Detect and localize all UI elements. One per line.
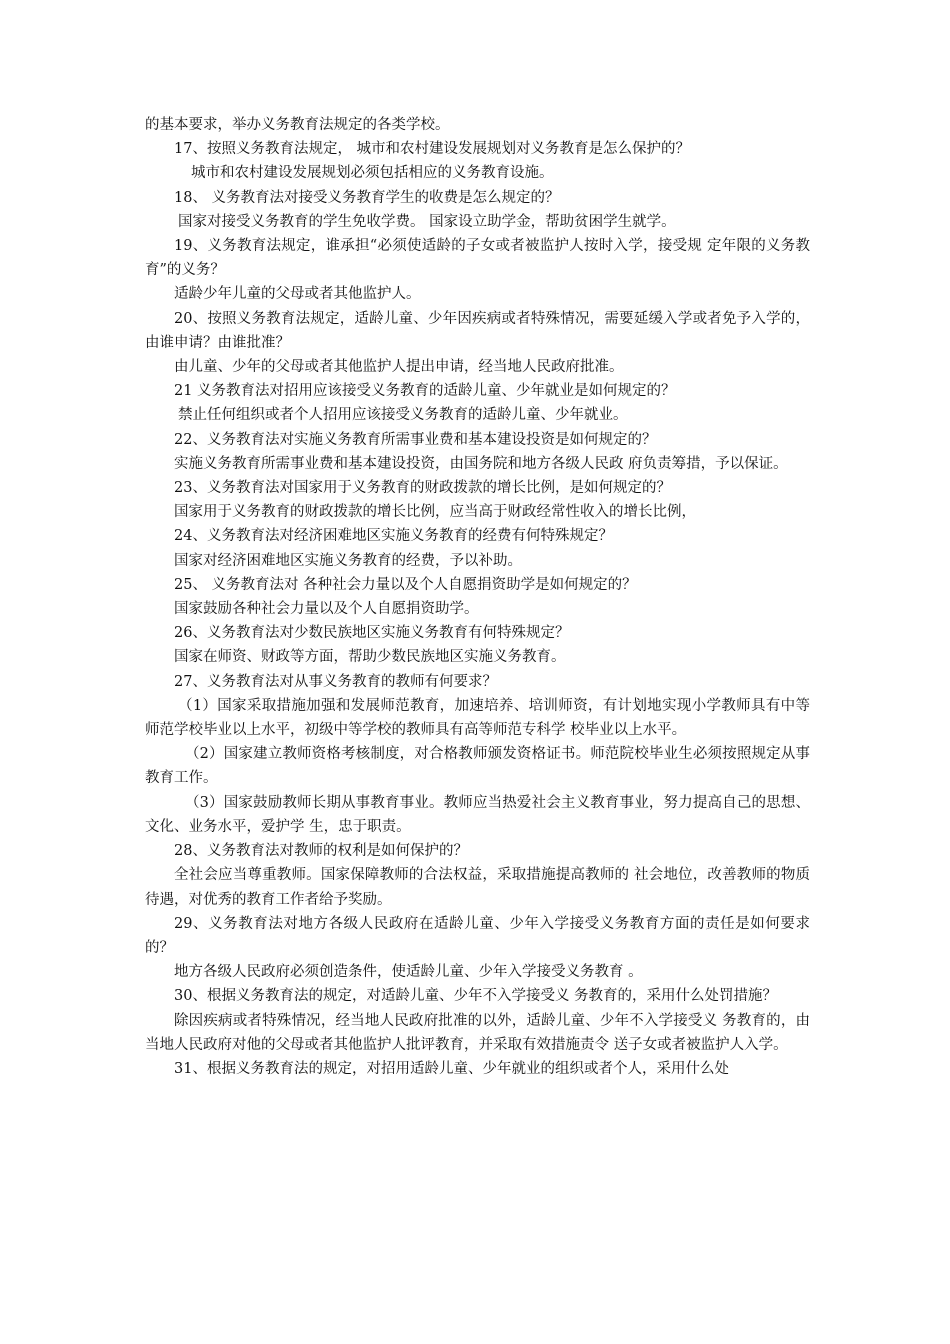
answer-27-item-2: （2）国家建立教师资格考核制度，对合格教师颁发资格证书。师范院校毕业生必须按照规定从事教育工作。 (145, 746, 810, 787)
question-26: 26、义务教育法对少数民族地区实施义务教育有何特殊规定？ (174, 625, 570, 642)
answer-22: 实施义务教育所需事业费和基本建设投资，由国务院和地方各级人民政 府负责筹措，予以保证。 (174, 455, 788, 472)
question-19: 19、义务教育法规定，谁承担“必须使适龄的子女或者被监护人按时入学，接受规 定年限的义务教育”的义务？ (145, 238, 810, 279)
question-29: 29、义务教育法对地方各级人民政府在适龄儿童、少年入学接受义务教育方面的责任是如何要求的？ (145, 915, 810, 956)
question-30: 30、根据义务教育法的规定，对适龄儿童、少年不入学接受义 务教育的，采用什么处罚措施？ (174, 988, 778, 1005)
answer-30: 除因疾病或者特殊情况，经当地人民政府批准的以外，适龄儿童、少年不入学接受义 务教育的，由当地人民政府对他的父母或者其他监护人批评教育，并采取有效措施责令 送子女或者被监护人入学。 (145, 1012, 810, 1053)
answer-18: 国家对接受义务教育的学生免收学费。 国家设立助学金，帮助贫困学生就学。 (178, 213, 676, 230)
question-21: 21 义务教育法对招用应该接受义务教育的适龄儿童、少年就业是如何规定的？ (174, 383, 676, 400)
answer-28: 全社会应当尊重教师。国家保障教师的合法权益，采取措施提高教师的 社会地位，改善教师的物质待遇，对优秀的教育工作者给予奖励。 (145, 867, 810, 908)
question-23: 23、义务教育法对国家用于义务教育的财政拨款的增长比例，是如何规定的？ (174, 480, 671, 497)
answer-27-item-1: （1）国家采取措施加强和发展师范教育，加速培养、培训师资，有计划地实现小学教师具有中等师范学校毕业以上水平，初级中等学校的教师具有高等师范专科学 校毕业以上水平。 (145, 697, 810, 739)
question-24: 24、义务教育法对经济困难地区实施义务教育的经费有何特殊规定？ (174, 528, 613, 545)
answer-21: 禁止任何组织或者个人招用应该接受义务教育的适龄儿童、少年就业。 (178, 407, 628, 424)
question-27: 27、义务教育法对从事义务教育的教师有何要求？ (174, 673, 497, 690)
answer-17: 城市和农村建设发展规划必须包括相应的义务教育设施。 (191, 165, 554, 182)
question-17: 17、按照义务教育法规定， 城市和农村建设发展规划对义务教育是怎么保护的？ (174, 141, 691, 158)
question-25: 25、 义务教育法对 各种社会力量以及个人自愿捐资助学是如何规定的？ (174, 576, 637, 593)
answer-23: 国家用于义务教育的财政拨款的增长比例，应当高于财政经常性收入的增长比例， (174, 504, 696, 521)
answer-20: 由儿童、少年的父母或者其他监护人提出申请，经当地人民政府批准。 (174, 359, 624, 376)
document-page (145, 113, 810, 1081)
answer-29: 地方各级人民政府必须创造条件，使适龄儿童、少年入学接受义务教育 。 (174, 964, 643, 981)
question-18: 18、 义务教育法对接受义务教育学生的收费是怎么规定的？ (174, 189, 560, 206)
answer-24: 国家对经济困难地区实施义务教育的经费，予以补助。 (174, 552, 522, 569)
answer-26: 国家在师资、财政等方面，帮助少数民族地区实施义务教育。 (174, 649, 566, 666)
answer-27-item-3: （3）国家鼓励教师长期从事教育事业。教师应当热爱社会主义教育事业，努力提高自己的思想、文化、业务水平，爱护学 生，忠于职责。 (145, 794, 810, 835)
question-22: 22、义务教育法对实施义务教育所需事业费和基本建设投资是如何规定的？ (174, 431, 657, 448)
paragraph: 的基本要求，举办义务教育法规定的各类学校。 (145, 117, 450, 133)
question-20: 20、按照义务教育法规定，适龄儿童、少年因疾病或者特殊情况，需要延缓入学或者免予入学的，由谁申请？由谁批准？ (145, 310, 810, 351)
question-28: 28、义务教育法对教师的权利是如何保护的？ (174, 843, 468, 860)
answer-19: 适龄少年儿童的父母或者其他监护人。 (174, 286, 421, 303)
question-31: 31、根据义务教育法的规定，对招用适龄儿童、少年就业的组织或者个人，采用什么处 (174, 1060, 729, 1077)
answer-25: 国家鼓励各种社会力量以及个人自愿捐资助学。 (174, 601, 479, 618)
